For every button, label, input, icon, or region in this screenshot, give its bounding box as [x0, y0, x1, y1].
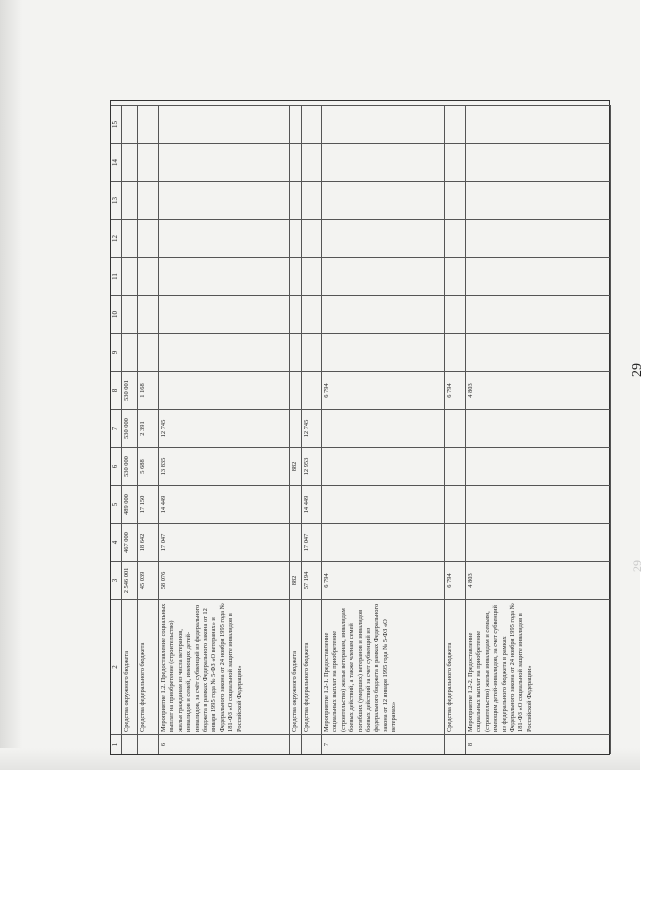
value-cell	[322, 143, 445, 181]
value-cell	[290, 105, 302, 143]
value-cell	[159, 181, 290, 219]
value-cell: 882	[290, 447, 302, 485]
value-cell: 6 794	[445, 561, 466, 599]
value-cell	[138, 105, 159, 143]
value-cell	[122, 143, 138, 181]
table-header-cell: 5	[111, 485, 122, 523]
row-name-cell: Средства федерального бюджета	[445, 599, 466, 734]
value-cell	[159, 371, 290, 409]
value-cell	[322, 181, 445, 219]
value-cell	[445, 105, 466, 143]
value-cell	[122, 295, 138, 333]
value-cell	[322, 409, 445, 447]
value-cell: 17 150	[138, 485, 159, 523]
value-cell: 12 745	[159, 409, 290, 447]
table-header-cell: 14	[111, 143, 122, 181]
value-cell	[159, 333, 290, 371]
value-cell: 530 001	[122, 371, 138, 409]
table-header-cell: 10	[111, 295, 122, 333]
value-cell	[466, 181, 611, 219]
table-header-cell: 2	[111, 599, 122, 734]
value-cell	[122, 181, 138, 219]
value-cell: 530 000	[122, 409, 138, 447]
value-cell: 882	[290, 561, 302, 599]
value-cell	[466, 219, 611, 257]
budget-table	[110, 100, 610, 755]
value-cell	[302, 181, 322, 219]
value-cell	[122, 105, 138, 143]
value-cell	[322, 257, 445, 295]
value-cell	[466, 333, 611, 371]
row-name-cell: Мероприятие 1.2-2. Предоставление социальных выплат на приобретение (строительство) жилья инвалидам и семьям, имеющим детей-инвалидов, за счет субвенций из федерального бюджета в рамках Федерального закона от 24 ноября 1995 года № 181-ФЗ «О социальной защите инвалидов в Российской Федерации»	[466, 599, 611, 734]
row-number-cell	[302, 734, 322, 754]
value-cell	[290, 257, 302, 295]
value-cell	[445, 333, 466, 371]
row-number-cell	[290, 734, 302, 754]
value-cell	[302, 219, 322, 257]
value-cell	[466, 105, 611, 143]
value-cell	[302, 371, 322, 409]
value-cell	[302, 105, 322, 143]
row-number-cell: 8	[466, 734, 611, 754]
value-cell	[445, 523, 466, 561]
value-cell: 2 391	[138, 409, 159, 447]
value-cell	[290, 409, 302, 447]
value-cell	[290, 181, 302, 219]
value-cell: 17 047	[302, 523, 322, 561]
table-header-cell: 4	[111, 523, 122, 561]
ghost-page-number: 29	[630, 560, 644, 572]
value-cell: 45 039	[138, 561, 159, 599]
table-header-cell: 6	[111, 447, 122, 485]
value-cell	[159, 257, 290, 295]
value-cell	[302, 333, 322, 371]
value-cell: 58 076	[159, 561, 290, 599]
value-cell	[122, 333, 138, 371]
value-cell	[322, 485, 445, 523]
value-cell	[445, 181, 466, 219]
row-name-cell: Средства федерального бюджета	[138, 599, 159, 734]
row-number-cell	[138, 734, 159, 754]
value-cell: 467 000	[122, 523, 138, 561]
page-number: 29	[630, 363, 645, 377]
value-cell	[290, 295, 302, 333]
value-cell	[290, 485, 302, 523]
row-name-cell: Мероприятие 1.2-1. Предоставление социальных выплат на приобретение (строительство) жилья ветеранам, инвалидам боевых действий, а также членам семей погибших (умерших) ветеранов и инвалидов боевых действий за счет субвенций из федерального бюджета в рамках Федерального закона от 12 января 1995 года № 5-ФЗ «О ветеранах»	[322, 599, 445, 734]
row-name-cell: Мероприятие 1.2. Предоставление социальных выплат на приобретение (строительство) жилья гражданам из числа ветеранов, инвалидов и семей, имеющих детей-инвалидов, за счёт субвенций из федерального бюджета в рамках Федерального закона от 12 января 1995 года № 5-ФЗ «О ветеранах» и Федерального закона от 24 ноября 1995 года № 181-ФЗ «О социальной защите инвалидов в Российской Федерации»	[159, 599, 290, 734]
value-cell	[290, 371, 302, 409]
value-cell	[322, 333, 445, 371]
value-cell: 4 803	[466, 371, 611, 409]
value-cell: 14 449	[159, 485, 290, 523]
row-number-cell: 7	[322, 734, 445, 754]
value-cell: 6 794	[322, 371, 445, 409]
value-cell: 14 449	[302, 485, 322, 523]
value-cell	[322, 219, 445, 257]
row-name-cell: Средства окружного бюджета	[290, 599, 302, 734]
value-cell: 57 194	[302, 561, 322, 599]
value-cell	[445, 485, 466, 523]
table-header-cell: 12	[111, 219, 122, 257]
value-cell: 17 047	[159, 523, 290, 561]
value-cell	[445, 143, 466, 181]
value-cell	[159, 219, 290, 257]
table-header-cell: 3	[111, 561, 122, 599]
value-cell	[302, 295, 322, 333]
value-cell: 6 794	[322, 561, 445, 599]
row-name-cell: Средства федерального бюджета	[302, 599, 322, 734]
value-cell	[138, 257, 159, 295]
value-cell	[122, 257, 138, 295]
value-cell	[290, 333, 302, 371]
value-cell	[322, 523, 445, 561]
value-cell	[466, 485, 611, 523]
value-cell	[466, 447, 611, 485]
value-cell	[466, 409, 611, 447]
table-header-cell: 7	[111, 409, 122, 447]
scan-shadow-left	[0, 0, 22, 770]
value-cell	[290, 219, 302, 257]
value-cell: 4 803	[466, 561, 611, 599]
value-cell	[322, 295, 445, 333]
value-cell	[302, 257, 322, 295]
value-cell	[159, 295, 290, 333]
value-cell	[466, 295, 611, 333]
value-cell	[302, 143, 322, 181]
value-cell	[466, 257, 611, 295]
value-cell	[138, 333, 159, 371]
value-cell: 530 000	[122, 447, 138, 485]
value-cell	[290, 143, 302, 181]
value-cell	[466, 143, 611, 181]
value-cell	[159, 143, 290, 181]
table-header-cell: 11	[111, 257, 122, 295]
value-cell: 489 000	[122, 485, 138, 523]
value-cell	[138, 181, 159, 219]
value-cell	[445, 409, 466, 447]
table-header-cell: 9	[111, 333, 122, 371]
value-cell	[445, 295, 466, 333]
value-cell	[138, 295, 159, 333]
value-cell	[445, 219, 466, 257]
value-cell	[138, 219, 159, 257]
value-cell	[159, 105, 290, 143]
value-cell: 1 168	[138, 371, 159, 409]
value-cell	[138, 143, 159, 181]
value-cell	[466, 523, 611, 561]
row-number-cell	[445, 734, 466, 754]
table-header-cell: 15	[111, 105, 122, 143]
row-number-cell: 6	[159, 734, 290, 754]
value-cell	[322, 105, 445, 143]
value-cell	[445, 447, 466, 485]
value-cell: 18 642	[138, 523, 159, 561]
value-cell	[290, 523, 302, 561]
value-cell	[322, 447, 445, 485]
row-name-cell: Средства окружного бюджета	[122, 599, 138, 734]
value-cell: 5 688	[138, 447, 159, 485]
value-cell: 2 546 001	[122, 561, 138, 599]
value-cell: 13 835	[159, 447, 290, 485]
value-cell: 12 745	[302, 409, 322, 447]
value-cell: 6 794	[445, 371, 466, 409]
row-number-cell	[122, 734, 138, 754]
table-header-cell: 8	[111, 371, 122, 409]
value-cell	[445, 257, 466, 295]
table-header-cell: 13	[111, 181, 122, 219]
value-cell	[122, 219, 138, 257]
value-cell: 12 953	[302, 447, 322, 485]
table-header-cell: 1	[111, 734, 122, 754]
